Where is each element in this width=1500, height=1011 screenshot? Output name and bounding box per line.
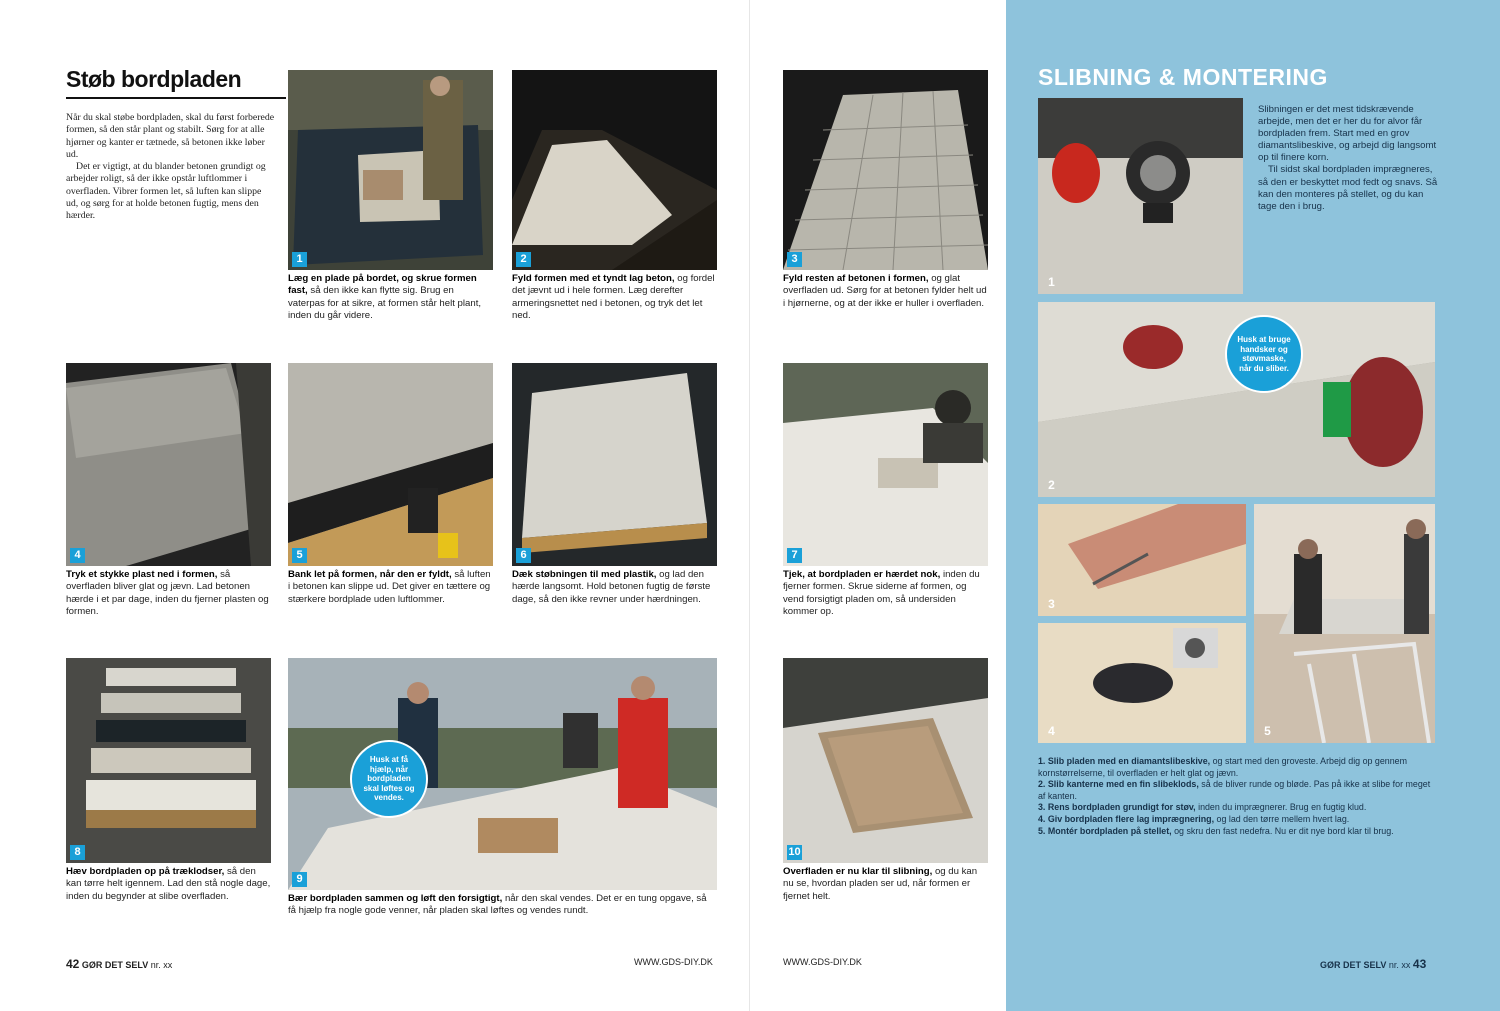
grinding-photo-4 (1038, 623, 1246, 743)
step-body: og start med den groveste. Arbejd dig op gennem kornstørrelserne, til overfladen er helt glat og jævn. (1038, 756, 1407, 778)
step-number-badge: 4 (70, 548, 85, 563)
step-number-badge: 4 (1048, 724, 1055, 738)
step-number-badge: 5 (292, 548, 307, 563)
panel-title: SLIBNING & MONTERING (1038, 64, 1328, 90)
caption-lead: Dæk støbningen til med plastik, (512, 569, 657, 580)
step-number-badge: 1 (292, 252, 307, 267)
caption-body: når den skal vendes. Det er en tung opgave, så få hjælp fra nogle gode venner, når pladen skal løftes og vendes rundt. (288, 893, 707, 917)
tip-bubble: Husk at få hjælp, når bordpladen skal løftes og vendes. (350, 740, 428, 818)
intro-paragraph: Når du skal støbe bordpladen, skal du først forberede formen, så den står plant og stabilt. Sørg for at alle hjørner og kanter er tætnede, så betonen ikke løber ud. (66, 112, 275, 160)
step-number-badge: 3 (1048, 597, 1055, 611)
caption-step-7 (783, 569, 988, 619)
step-item (1038, 779, 1436, 802)
mounting-photo-5 (1254, 504, 1435, 743)
footer-brand: GØR DET SELV (1320, 960, 1387, 970)
caption-lead: Tjek, at bordpladen er hærdet nok, (783, 569, 941, 580)
caption-body: inden du fjerner formen. Skrue siderne af formen, og vend forsigtigt pladen om, så undersiden kommer op. (783, 569, 980, 618)
step-photo-6 (512, 363, 717, 566)
grinding-photo-1 (1038, 98, 1243, 294)
step-photo-10 (783, 658, 988, 863)
step-photo-3 (783, 70, 988, 270)
footer-url: WWW.GDS-DIY.DK (783, 957, 862, 967)
caption-step-8 (66, 866, 271, 903)
caption-step-10 (783, 866, 988, 903)
footer-brand: GØR DET SELV (81, 960, 149, 970)
caption-body: så luften i betonen kan slippe ud. Det giver en tættere og stærkere bordplade uden luftlommer. (288, 569, 491, 605)
footer-url: WWW.GDS-DIY.DK (634, 957, 713, 967)
step-number-badge: 8 (70, 845, 85, 860)
caption-step-2 (512, 273, 717, 323)
step-lead: 2. Slib kanterne med en fin slibeklods, (1038, 779, 1199, 790)
caption-step-3 (783, 273, 988, 310)
step-lead: 5. Montér bordpladen på stellet, (1038, 825, 1172, 836)
step-body: og lad den tørre mellem hvert lag. (1216, 813, 1350, 824)
step-body: så de bliver runde og bløde. Pas på ikke at slibe for meget af kanten. (1038, 779, 1431, 801)
caption-step-5 (288, 569, 493, 606)
page-number: 43 (1412, 957, 1427, 971)
caption-step-4 (66, 569, 271, 619)
step-number-badge: 10 (788, 846, 801, 858)
step-item (1038, 814, 1436, 826)
panel-paragraph: Til sidst skal bordpladen imprægneres, så den er beskyttet mod fedt og snavs. Så kan den monteres på stellet, og du kan tage den i brug. (1258, 164, 1438, 212)
page-spine (749, 0, 750, 1011)
caption-lead: Fyld formen med et tyndt lag beton, (512, 273, 675, 284)
footer-left (66, 957, 172, 971)
title-divider (66, 97, 286, 99)
grinding-photo-3 (1038, 504, 1246, 616)
step-photo-1 (288, 70, 493, 270)
step-list (1038, 756, 1436, 837)
step-lead: 4. Giv bordpladen flere lag imprægnering, (1038, 813, 1215, 824)
caption-lead: Bær bordpladen sammen og løft den forsigtigt, (288, 893, 503, 904)
step-item (1038, 826, 1436, 838)
step-photo-8 (66, 658, 271, 863)
step-photo-5 (288, 363, 493, 566)
step-lead: 1. Slib pladen med en diamantslibeskive, (1038, 756, 1211, 766)
page-title: Støb bordpladen (66, 66, 242, 92)
caption-lead: Fyld resten af betonen i formen, (783, 273, 929, 284)
footer-right (1320, 957, 1426, 971)
caption-body: så den kan tørre helt igennem. Lad den stå nogle dage, inden du begynder at slibe overfladen. (66, 866, 271, 902)
caption-lead: Bank let på formen, når den er fyldt, (288, 569, 452, 580)
step-number-badge: 6 (516, 548, 531, 563)
caption-step-9 (288, 893, 717, 918)
caption-step-6 (512, 569, 717, 606)
caption-body: så overfladen bliver glat og jævn. Lad betonen hærde i et par dage, inden du fjerner plasten og formen. (66, 569, 269, 618)
caption-lead: Tryk et stykke plast ned i formen, (66, 569, 218, 580)
caption-body: og glat overfladen ud. Sørg for at betonen fylder helt ud i hjørnerne, og at der ikke er huller i overfladen. (783, 273, 987, 309)
caption-lead: Overfladen er nu klar til slibning, (783, 866, 933, 877)
step-lead: 3. Rens bordpladen grundigt for støv, (1038, 802, 1196, 813)
caption-body: og du kan nu se, hvordan pladen ser ud, når formen er fjernet helt. (783, 866, 978, 902)
caption-lead: Læg en plade på bordet, og skrue formen fast, (288, 273, 477, 297)
step-number-badge: 9 (292, 872, 307, 887)
panel-intro-text (1258, 104, 1438, 213)
step-number-badge: 7 (787, 548, 802, 563)
step-number-badge: 3 (787, 252, 802, 267)
caption-lead: Hæv bordpladen op på træklodser, (66, 866, 225, 877)
caption-body: så den ikke kan flytte sig. Brug en vaterpas for at sikre, at formen står helt plant, inden du går videre. (288, 285, 482, 322)
step-number-badge: 5 (1264, 724, 1271, 738)
footer-issue: nr. xx (150, 960, 173, 970)
page-number: 42 (66, 957, 80, 971)
tip-bubble: Husk at bruge handsker og støvmaske, når du sliber. (1225, 315, 1303, 393)
intro-paragraph: Det er vigtigt, at du blander betonen grundigt og arbejder roligt, så der ikke opstår luftlommer i overfladen. Vibrer formen let, så luften kan slippe ud, og sørg for at holde betonen fugtig, mens den hærder. (66, 161, 266, 222)
step-number-badge: 1 (1048, 275, 1055, 289)
caption-step-1 (288, 273, 493, 323)
step-photo-7 (783, 363, 988, 566)
step-photo-2 (512, 70, 717, 270)
caption-body: og lad den hærde langsomt. Hold betonen fugtig de første dage, så den ikke revner under hærdningen. (512, 569, 711, 605)
caption-body: og fordel det jævnt ud i hele formen. Læg derefter armeringsnettet ned i betonen, og tryk det let ned. (512, 273, 715, 322)
intro-text (66, 112, 276, 223)
step-item (1038, 756, 1436, 779)
step-body: og skru den fast nedefra. Nu er dit nye bord klar til brug. (1174, 825, 1394, 836)
panel-paragraph: Slibningen er det mest tidskrævende arbejde, men det er her du for alvor får bordpladen frem. Start med en grov diamantslibeskive, og arbejd dig langsomt op til finere korn. (1258, 104, 1437, 164)
step-body: inden du imprægnerer. Brug en fugtig klud. (1198, 802, 1367, 813)
step-item (1038, 802, 1436, 814)
step-photo-4 (66, 363, 271, 566)
step-number-badge: 2 (1048, 478, 1055, 492)
step-number-badge: 2 (516, 252, 531, 267)
footer-issue: nr. xx (1388, 960, 1411, 970)
